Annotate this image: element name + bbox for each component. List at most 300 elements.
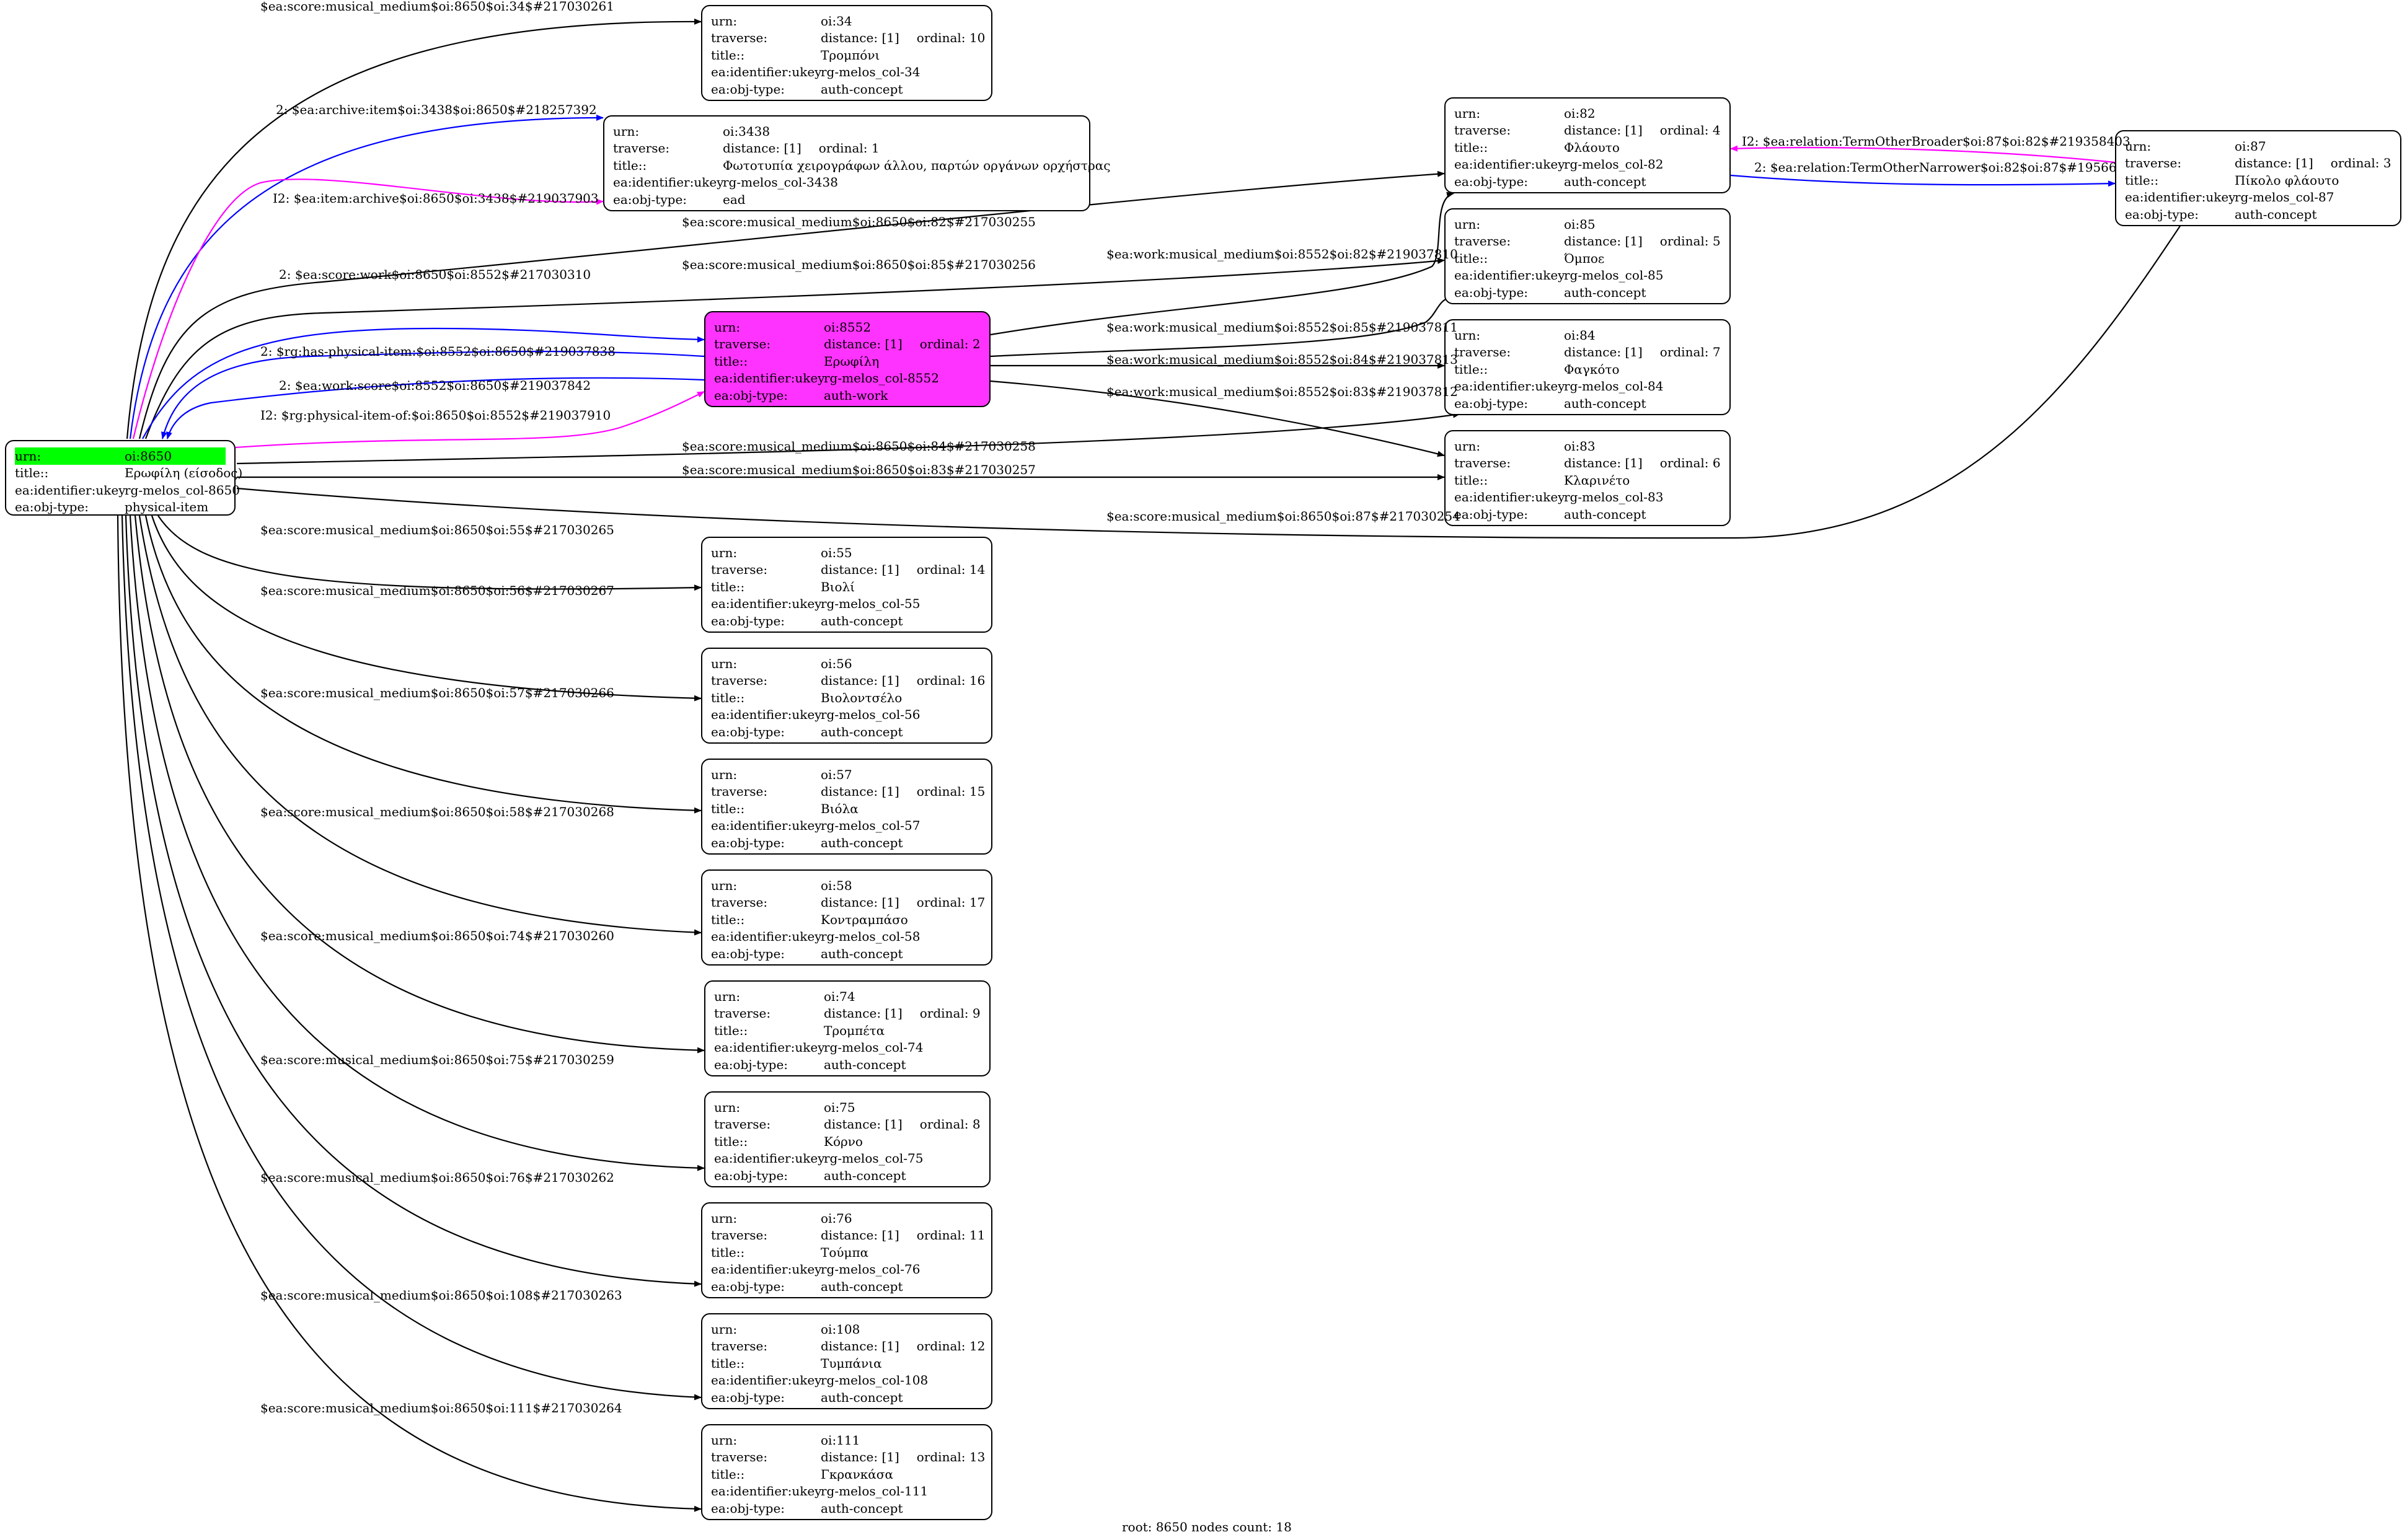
field-key: ea:identifier:ukey xyxy=(711,1484,822,1499)
field-key: ea:obj-type: xyxy=(711,724,785,739)
node-oi-8650[interactable] xyxy=(5,440,243,516)
node-field-ea-identifier-ukey xyxy=(1454,378,1721,395)
field-key: ea:identifier:ukey xyxy=(2125,190,2236,205)
node-field-traverse xyxy=(711,561,986,579)
field-value: auth-concept xyxy=(821,1500,903,1516)
node-field-title xyxy=(714,1133,981,1150)
node-field-urn xyxy=(1454,216,1721,233)
field-key: ea:obj-type: xyxy=(1454,506,1529,522)
field-value: oi:57 xyxy=(821,767,852,782)
field-value: physical-item xyxy=(125,499,209,515)
field-key: title:: xyxy=(1454,472,1488,488)
node-field-urn xyxy=(15,447,226,465)
field-value: distance: [1] xyxy=(821,895,899,910)
edge-label: $ea:work:musical_medium$oi:8552$oi:83$#219037812 xyxy=(1106,384,1458,399)
node-field-traverse xyxy=(711,1449,986,1466)
field-key: urn: xyxy=(711,1321,738,1337)
field-value: auth-concept xyxy=(1564,395,1646,411)
node-field-title xyxy=(15,465,243,482)
field-value: oi:56 xyxy=(821,656,852,671)
field-value: rg-melos_col-74 xyxy=(824,1040,924,1055)
node-field-ea-identifier-ukey xyxy=(714,370,981,387)
node-oi-57[interactable] xyxy=(701,759,992,855)
field-key: ea:obj-type: xyxy=(1454,174,1529,189)
field-value: oi:8552 xyxy=(824,319,872,335)
node-oi-76[interactable] xyxy=(701,1202,992,1298)
node-field-title xyxy=(711,800,982,817)
field-key: title:: xyxy=(714,353,748,369)
field-key: ea:obj-type: xyxy=(711,1389,785,1405)
field-value: oi:8650 xyxy=(125,448,172,464)
field-value: rg-melos_col-8650 xyxy=(125,482,240,498)
node-oi-58[interactable] xyxy=(701,869,992,966)
node-field-title xyxy=(711,578,982,596)
field-key: ea:obj-type: xyxy=(711,1500,785,1516)
field-value: auth-concept xyxy=(1564,284,1646,300)
edge-label: $ea:score:musical_medium$oi:8650$oi:83$#217030257 xyxy=(682,462,1036,477)
field-value: distance: [1] xyxy=(824,1006,903,1021)
field-value: distance: [1] xyxy=(1564,345,1643,360)
node-field-traverse xyxy=(711,783,986,801)
node-field-traverse xyxy=(714,1116,981,1133)
field-key: traverse: xyxy=(613,141,670,156)
field-value: Τρομπέτα xyxy=(824,1023,885,1038)
node-field-ea-obj-type xyxy=(2125,206,2391,223)
field-key: urn: xyxy=(1454,216,1481,232)
field-key: ea:obj-type: xyxy=(1454,284,1529,300)
field-key: ea:identifier:ukey xyxy=(711,1373,822,1388)
node-field-traverse xyxy=(613,140,1080,157)
node-field-ea-obj-type xyxy=(711,1389,982,1406)
node-field-ea-identifier-ukey xyxy=(613,174,1080,191)
node-oi-75[interactable] xyxy=(704,1091,991,1187)
field-value: Ερωφίλη (είσοδος) xyxy=(125,465,243,481)
node-oi-3438[interactable] xyxy=(603,115,1111,211)
field-key: title:: xyxy=(1454,139,1488,155)
node-field-title xyxy=(1454,139,1721,156)
edge-label: I2: $ea:relation:TermOtherBroader$oi:87$oi:82$#219358403 xyxy=(1742,134,2130,149)
field-key: urn: xyxy=(714,1099,741,1115)
field-value: Γκρανκάσα xyxy=(821,1466,893,1482)
field-value: ordinal: 3 xyxy=(2330,156,2391,171)
field-key: urn: xyxy=(15,448,42,464)
node-field-urn xyxy=(711,1210,982,1227)
edge-label: 2: $ea:relation:TermOtherNarrower$oi:82$oi:87$#19566 xyxy=(1754,160,2117,175)
field-value: oi:76 xyxy=(821,1210,852,1226)
node-field-title xyxy=(711,46,982,64)
field-key: ea:identifier:ukey xyxy=(15,482,126,498)
field-value: oi:58 xyxy=(821,878,852,893)
edge-label: $ea:score:musical_medium$oi:8650$oi:56$#217030267 xyxy=(260,583,614,598)
node-field-urn xyxy=(714,319,981,336)
node-field-title xyxy=(711,689,982,706)
edge-label: $ea:score:musical_medium$oi:8650$oi:84$#217030258 xyxy=(682,439,1036,454)
field-key: ea:obj-type: xyxy=(613,191,687,207)
field-key: urn: xyxy=(1454,327,1481,343)
edge-label: $ea:score:musical_medium$oi:8650$oi:82$#217030255 xyxy=(682,214,1036,229)
field-key: ea:obj-type: xyxy=(714,387,788,403)
field-key: title:: xyxy=(1454,361,1488,377)
node-field-traverse xyxy=(1454,344,1721,361)
field-key: ea:identifier:ukey xyxy=(714,1151,825,1166)
node-oi-108[interactable] xyxy=(701,1313,992,1409)
edge-label: 2: $ea:score:work$oi:8650$oi:8552$#217030310 xyxy=(279,267,591,282)
field-key: title:: xyxy=(613,157,647,173)
field-key: traverse: xyxy=(714,1006,771,1021)
edge-label: $ea:score:musical_medium$oi:8650$oi:111$#217030264 xyxy=(260,1401,622,1415)
node-oi-83[interactable] xyxy=(1444,430,1731,526)
node-field-ea-identifier-ukey xyxy=(15,482,240,499)
field-value: distance: [1] xyxy=(824,1117,903,1132)
node-field-traverse xyxy=(711,1338,986,1355)
field-value: ordinal: 7 xyxy=(1659,345,1721,360)
node-field-title xyxy=(1454,250,1721,267)
node-field-ea-identifier-ukey xyxy=(711,64,982,81)
node-field-traverse xyxy=(1454,122,1721,139)
field-key: ea:obj-type: xyxy=(1454,395,1529,411)
node-field-ea-identifier-ukey xyxy=(1454,156,1721,174)
field-value: ordinal: 10 xyxy=(916,30,986,46)
node-field-urn xyxy=(1454,327,1721,344)
field-value: auth-concept xyxy=(824,1057,906,1072)
field-key: urn: xyxy=(711,1210,738,1226)
field-value: auth-concept xyxy=(824,1168,906,1183)
field-value: rg-melos_col-3438 xyxy=(723,175,838,190)
edge-label: $ea:score:musical_medium$oi:8650$oi:75$#217030259 xyxy=(260,1052,614,1067)
field-value: Φωτοτυπία χειρογράφων άλλου, παρτών οργάνων ορχήστρας xyxy=(723,157,1111,173)
field-value: auth-concept xyxy=(821,613,903,628)
field-value: rg-melos_col-58 xyxy=(821,929,921,944)
field-value: Πίκολο φλάουτο xyxy=(2235,172,2339,188)
field-value: ordinal: 14 xyxy=(916,562,986,578)
field-value: auth-concept xyxy=(821,946,903,961)
field-key: ea:identifier:ukey xyxy=(714,1040,825,1055)
field-value: ordinal: 11 xyxy=(916,1228,986,1243)
edge-label: I2: $rg:physical-item-of:$oi:8650$oi:8552$#219037910 xyxy=(260,408,611,423)
edge-oi-8650-to-oi-3438 xyxy=(133,179,603,439)
field-key: urn: xyxy=(613,123,640,139)
node-field-urn xyxy=(711,544,982,561)
edge-label: $ea:score:musical_medium$oi:8650$oi:57$#217030266 xyxy=(260,685,614,700)
node-field-ea-identifier-ukey xyxy=(711,928,982,946)
field-value: auth-concept xyxy=(821,81,903,97)
field-value: Φαγκότο xyxy=(1564,361,1620,377)
node-field-ea-obj-type xyxy=(711,612,982,630)
field-value: auth-concept xyxy=(821,1278,903,1294)
edge-oi-8650-to-oi-75 xyxy=(130,516,704,1168)
field-key: urn: xyxy=(2125,138,2152,154)
node-oi-55[interactable] xyxy=(701,537,992,633)
field-key: ea:identifier:ukey xyxy=(711,818,822,834)
node-oi-84[interactable] xyxy=(1444,319,1731,415)
field-value: oi:3438 xyxy=(723,123,770,139)
edge-oi-8650-to-oi-76 xyxy=(126,516,701,1284)
node-field-ea-obj-type xyxy=(714,387,981,404)
field-value: Κόρνο xyxy=(824,1133,863,1149)
node-field-ea-identifier-ukey xyxy=(711,817,982,835)
field-key: traverse: xyxy=(711,784,768,799)
field-key: traverse: xyxy=(714,1117,771,1132)
node-field-ea-identifier-ukey xyxy=(714,1039,981,1057)
field-key: traverse: xyxy=(711,673,768,689)
field-value: auth-work xyxy=(824,387,888,403)
node-field-urn xyxy=(714,1099,981,1116)
field-value: oi:108 xyxy=(821,1321,860,1337)
field-value: Κλαρινέτο xyxy=(1564,472,1630,488)
field-key: ea:obj-type: xyxy=(711,835,785,850)
field-key: urn: xyxy=(1454,438,1481,454)
node-field-traverse xyxy=(711,894,986,912)
node-field-urn xyxy=(2125,138,2391,155)
field-key: title:: xyxy=(711,1466,745,1482)
field-key: title:: xyxy=(711,912,745,927)
node-field-ea-identifier-ukey xyxy=(711,596,982,613)
node-field-urn xyxy=(711,877,982,894)
edge-label: 2: $ea:work:score$oi:8552$oi:8650$#219037842 xyxy=(279,378,591,393)
field-key: ea:obj-type: xyxy=(711,946,785,961)
field-value: distance: [1] xyxy=(821,784,899,799)
field-value: rg-melos_col-111 xyxy=(821,1484,929,1499)
node-field-ea-identifier-ukey xyxy=(711,1483,982,1500)
field-value: Βιολί xyxy=(821,579,855,594)
edge-label: $ea:score:musical_medium$oi:8650$oi:74$#217030260 xyxy=(260,928,614,943)
field-value: ordinal: 12 xyxy=(916,1339,986,1354)
node-field-urn xyxy=(1454,438,1721,455)
field-value: auth-concept xyxy=(1564,506,1646,522)
field-value: Βιολοντσέλο xyxy=(821,690,903,705)
node-field-title xyxy=(714,1022,981,1039)
field-value: rg-melos_col-57 xyxy=(821,818,921,834)
field-key: urn: xyxy=(1454,105,1481,121)
node-field-traverse xyxy=(1454,233,1721,250)
field-value: rg-melos_col-56 xyxy=(821,707,921,723)
field-value: Κοντραμπάσο xyxy=(821,912,908,927)
field-key: ea:identifier:ukey xyxy=(1454,268,1565,283)
field-value: oi:55 xyxy=(821,545,852,560)
field-key: urn: xyxy=(711,878,738,893)
node-field-title xyxy=(1454,472,1721,489)
field-key: title:: xyxy=(711,47,745,63)
field-key: ea:identifier:ukey xyxy=(714,371,825,386)
field-key: traverse: xyxy=(711,30,768,46)
field-value: distance: [1] xyxy=(1564,455,1643,471)
field-key: traverse: xyxy=(711,1450,768,1465)
field-key: urn: xyxy=(711,1432,738,1448)
field-key: ea:identifier:ukey xyxy=(711,707,822,723)
node-field-title xyxy=(714,353,981,370)
field-value: auth-concept xyxy=(821,1389,903,1405)
field-key: title:: xyxy=(1454,250,1488,266)
field-value: ordinal: 5 xyxy=(1659,234,1721,249)
edge-label: $ea:work:musical_medium$oi:8552$oi:85$#219037811 xyxy=(1106,320,1458,335)
node-field-traverse xyxy=(714,1005,981,1023)
field-value: distance: [1] xyxy=(821,30,899,46)
node-field-title xyxy=(711,1244,982,1261)
node-field-ea-obj-type xyxy=(613,191,1080,208)
field-value: ordinal: 16 xyxy=(916,673,986,689)
node-field-ea-obj-type xyxy=(711,81,982,98)
edge-oi-8552-to-oi-82 xyxy=(991,193,1454,335)
field-value: ordinal: 17 xyxy=(916,895,986,910)
field-key: urn: xyxy=(711,656,738,671)
node-field-urn xyxy=(711,12,982,30)
field-value: oi:74 xyxy=(824,988,855,1004)
field-key: title:: xyxy=(711,1355,745,1371)
node-field-ea-obj-type xyxy=(714,1056,981,1073)
field-value: rg-melos_col-8552 xyxy=(824,371,939,386)
field-key: title:: xyxy=(711,1244,745,1260)
field-value: ordinal: 8 xyxy=(919,1117,981,1132)
node-field-ea-identifier-ukey xyxy=(714,1150,981,1168)
field-value: distance: [1] xyxy=(821,562,899,578)
field-value: distance: [1] xyxy=(821,1339,899,1354)
node-oi-34[interactable] xyxy=(701,5,992,101)
field-key: ea:obj-type: xyxy=(711,613,785,628)
field-key: ea:obj-type: xyxy=(711,1278,785,1294)
field-key: urn: xyxy=(711,767,738,782)
field-key: title:: xyxy=(711,579,745,594)
field-key: title:: xyxy=(2125,172,2159,188)
field-value: oi:111 xyxy=(821,1432,860,1448)
field-key: ea:identifier:ukey xyxy=(711,596,822,612)
field-key: ea:identifier:ukey xyxy=(613,175,724,190)
node-field-traverse xyxy=(714,336,981,353)
node-field-traverse xyxy=(711,672,986,690)
edge-label: 2: $rg:has-physical-item:$oi:8552$oi:8650$#219037838 xyxy=(260,344,616,359)
edge-oi-8650-to-oi-8552 xyxy=(162,351,704,439)
field-value: rg-melos_col-75 xyxy=(824,1151,924,1166)
field-key: ea:obj-type: xyxy=(714,1168,788,1183)
node-field-ea-obj-type xyxy=(711,1278,982,1295)
node-field-traverse xyxy=(2125,155,2391,172)
field-value: auth-concept xyxy=(2235,206,2317,222)
node-field-ea-obj-type xyxy=(1454,506,1721,523)
field-key: traverse: xyxy=(1454,123,1511,138)
node-field-ea-identifier-ukey xyxy=(1454,267,1721,284)
field-value: ordinal: 6 xyxy=(1659,455,1721,471)
field-value: Τυμπάνια xyxy=(821,1355,882,1371)
node-field-traverse xyxy=(1454,455,1721,472)
field-value: rg-melos_col-87 xyxy=(2235,190,2334,205)
field-value: rg-melos_col-55 xyxy=(821,596,921,612)
field-value: oi:34 xyxy=(821,13,852,29)
field-key: title:: xyxy=(15,465,49,481)
field-key: ea:identifier:ukey xyxy=(711,1262,822,1277)
field-key: traverse: xyxy=(711,1339,768,1354)
field-value: ordinal: 13 xyxy=(916,1450,986,1465)
node-field-ea-obj-type xyxy=(1454,395,1721,412)
node-field-ea-obj-type xyxy=(15,499,226,516)
edge-label: $ea:score:musical_medium$oi:8650$oi:108$#217030263 xyxy=(260,1288,622,1303)
field-value: distance: [1] xyxy=(1564,234,1643,249)
field-key: title:: xyxy=(711,801,745,816)
field-value: ead xyxy=(723,191,746,207)
field-value: Ερωφίλη xyxy=(824,353,880,369)
field-key: ea:identifier:ukey xyxy=(1454,157,1565,172)
field-value: oi:87 xyxy=(2235,138,2266,154)
node-field-title xyxy=(711,1355,982,1372)
field-value: distance: [1] xyxy=(824,337,903,352)
node-oi-87[interactable] xyxy=(2115,130,2401,226)
field-key: traverse: xyxy=(714,337,771,352)
field-value: oi:75 xyxy=(824,1099,855,1115)
edge-label: $ea:score:musical_medium$oi:8650$oi:85$#217030256 xyxy=(682,257,1036,272)
node-field-ea-identifier-ukey xyxy=(2125,189,2391,206)
field-value: auth-concept xyxy=(821,835,903,850)
field-value: distance: [1] xyxy=(2235,156,2313,171)
node-oi-111[interactable] xyxy=(701,1424,992,1520)
field-value: rg-melos_col-85 xyxy=(1564,268,1664,283)
node-oi-82[interactable] xyxy=(1444,97,1731,193)
edge-label: $ea:score:musical_medium$oi:8650$oi:58$#217030268 xyxy=(260,804,614,819)
field-value: distance: [1] xyxy=(821,1450,899,1465)
field-key: traverse: xyxy=(1454,455,1511,471)
field-key: traverse: xyxy=(711,562,768,578)
node-field-title xyxy=(711,911,982,928)
field-value: Όμποε xyxy=(1564,250,1605,266)
edge-label: $ea:score:musical_medium$oi:8650$oi:55$#217030265 xyxy=(260,522,614,537)
field-value: rg-melos_col-34 xyxy=(821,64,921,80)
field-value: rg-melos_col-83 xyxy=(1564,490,1664,505)
edge-label: I2: $ea:item:archive$oi:8650$oi:3438$#219037903 xyxy=(273,191,599,206)
node-field-ea-identifier-ukey xyxy=(711,1372,982,1389)
node-field-urn xyxy=(711,1321,982,1338)
field-key: urn: xyxy=(714,319,741,335)
edge-label: $ea:work:musical_medium$oi:8552$oi:84$#219037813 xyxy=(1106,352,1458,367)
field-value: oi:84 xyxy=(1564,327,1596,343)
edge-label: 2: $ea:archive:item$oi:3438$oi:8650$#218257392 xyxy=(276,102,597,117)
node-oi-56[interactable] xyxy=(701,648,992,744)
node-oi-85[interactable] xyxy=(1444,208,1731,304)
field-value: ordinal: 1 xyxy=(818,141,880,156)
field-key: urn: xyxy=(711,13,738,29)
field-value: distance: [1] xyxy=(1564,123,1643,138)
field-key: traverse: xyxy=(1454,234,1511,249)
node-oi-74[interactable] xyxy=(704,980,991,1076)
field-value: distance: [1] xyxy=(723,141,801,156)
node-field-ea-identifier-ukey xyxy=(711,1261,982,1278)
edge-oi-8650-to-oi-57 xyxy=(146,516,701,811)
field-value: ordinal: 15 xyxy=(916,784,986,799)
field-value: ordinal: 4 xyxy=(1659,123,1721,138)
field-key: urn: xyxy=(714,988,741,1004)
field-key: ea:identifier:ukey xyxy=(711,64,822,80)
node-oi-8552[interactable] xyxy=(704,311,991,407)
field-key: title:: xyxy=(714,1023,748,1038)
field-value: ordinal: 2 xyxy=(919,337,981,352)
field-value: ordinal: 9 xyxy=(919,1006,981,1021)
footer-summary: root: 8650 nodes count: 18 xyxy=(1122,1520,1292,1534)
node-field-ea-obj-type xyxy=(1454,284,1721,301)
node-field-ea-obj-type xyxy=(711,1500,982,1517)
node-field-urn xyxy=(613,123,1080,140)
node-field-urn xyxy=(711,766,982,783)
field-value: Τρομπόνι xyxy=(821,47,880,63)
edge-oi-8650-to-oi-108 xyxy=(122,516,701,1397)
node-field-urn xyxy=(714,988,981,1005)
node-field-ea-obj-type xyxy=(714,1167,981,1184)
node-field-title xyxy=(1454,361,1721,378)
field-value: rg-melos_col-82 xyxy=(1564,157,1664,172)
node-field-title xyxy=(2125,172,2391,189)
node-field-ea-identifier-ukey xyxy=(711,706,982,724)
field-value: oi:85 xyxy=(1564,216,1596,232)
edge-oi-8650-to-oi-58 xyxy=(139,516,701,933)
field-key: ea:obj-type: xyxy=(2125,206,2199,222)
field-key: ea:identifier:ukey xyxy=(1454,379,1565,394)
node-field-title xyxy=(711,1466,982,1483)
edge-label: $ea:score:musical_medium$oi:8650$oi:34$#217030261 xyxy=(260,0,614,14)
